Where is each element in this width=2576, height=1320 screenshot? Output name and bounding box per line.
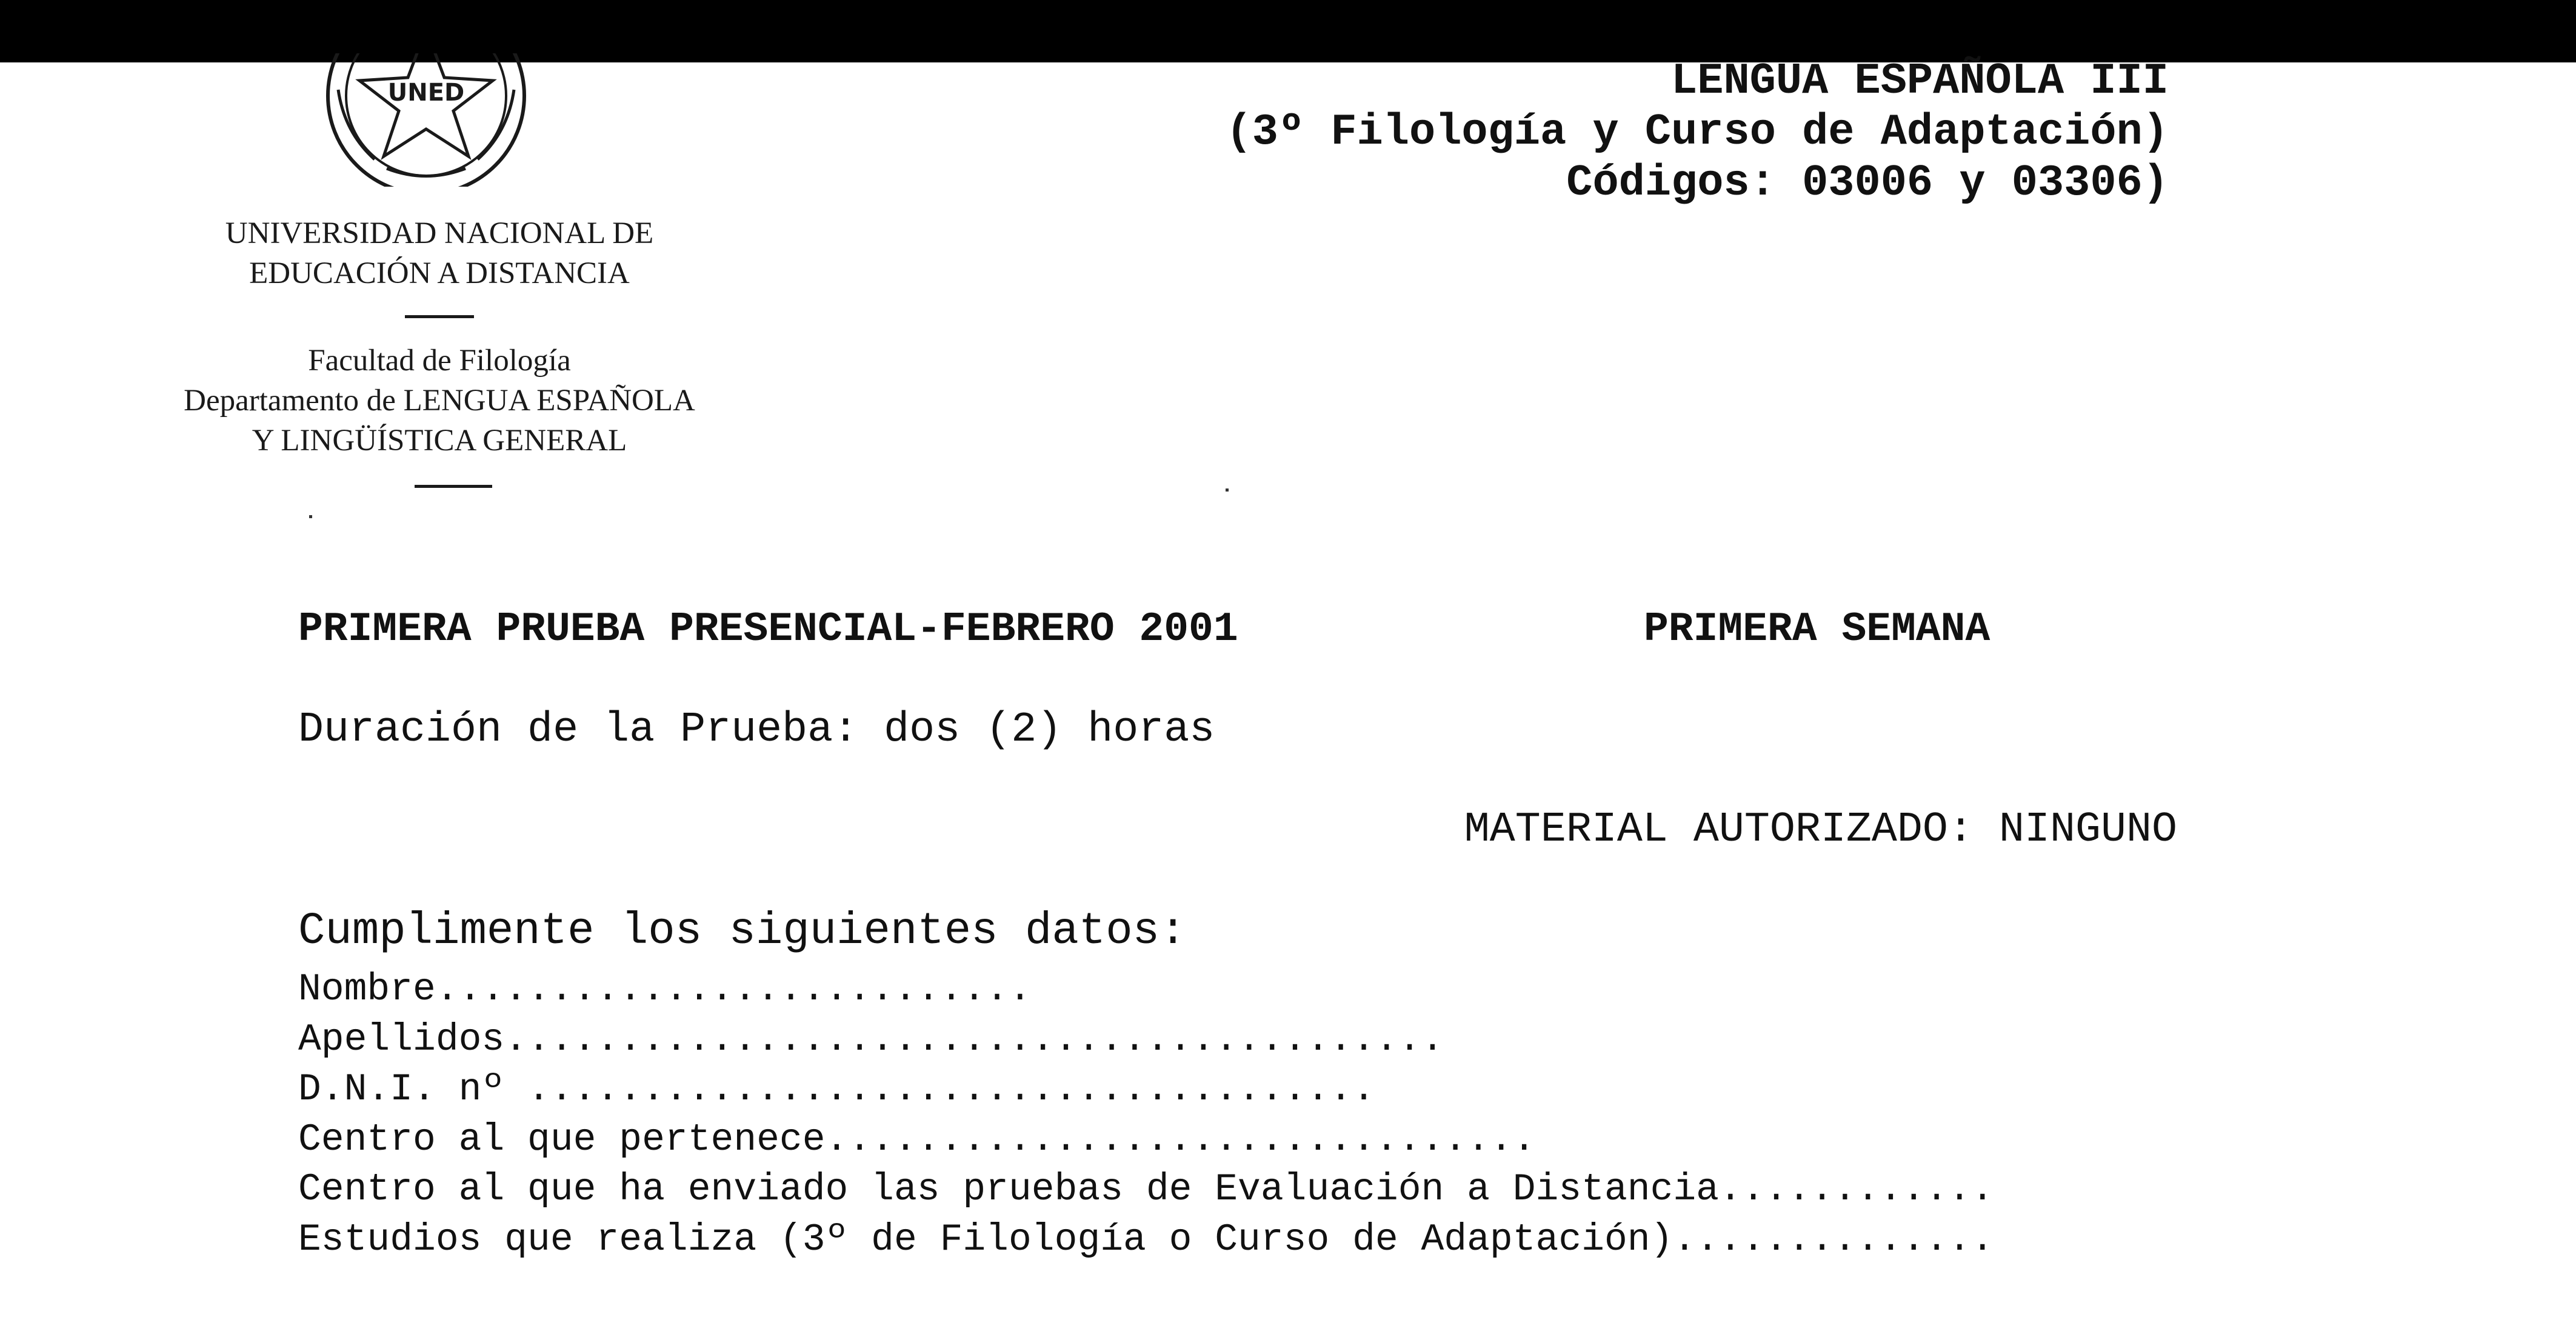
divider-1	[405, 315, 474, 318]
university-name	[152, 213, 727, 293]
university-line-1: UNIVERSIDAD NACIONAL DE	[225, 216, 654, 250]
studies-field[interactable]: Estudios que realiza (3º de Filología o Curso de Adaptación)..............	[298, 1218, 1994, 1261]
divider-2	[415, 485, 492, 488]
course-codes: Códigos: 03006 y 03306)	[1566, 158, 2169, 208]
exam-duration: Duración de la Prueba: dos (2) horas	[298, 706, 1215, 754]
form-heading: Cumplimente los siguientes datos:	[298, 906, 1187, 957]
surname-field[interactable]: Apellidos.........................................	[298, 1018, 1444, 1061]
department-block	[121, 341, 758, 461]
authorized-material: MATERIAL AUTORIZADO: NINGUNO	[1464, 806, 2177, 854]
university-line-2: EDUCACIÓN A DISTANCIA	[249, 256, 630, 290]
exam-week: PRIMERA SEMANA	[1644, 606, 1990, 653]
course-header	[835, 56, 2169, 208]
speck-dot	[1226, 488, 1229, 492]
student-data-form	[298, 965, 1994, 1265]
course-programs: (3º Filología y Curso de Adaptación)	[1226, 107, 2169, 157]
seal-text: UNED	[387, 79, 465, 107]
department-name-cont: Y LINGÜÍSTICA GENERAL	[252, 424, 627, 458]
dni-field[interactable]: D.N.I. nº .....................................	[298, 1068, 1375, 1111]
name-field[interactable]: Nombre..........................	[298, 968, 1032, 1011]
department-name: Departamento de LENGUA ESPAÑOLA	[184, 384, 695, 418]
evaluation-center-field[interactable]: Centro al que ha enviado las pruebas de Evaluación a Distancia............	[298, 1168, 1994, 1211]
university-seal-logo	[320, 53, 532, 187]
faculty-name: Facultad de Filología	[308, 344, 571, 378]
center-field[interactable]: Centro al que pertenece...............................	[298, 1118, 1536, 1161]
exam-title: PRIMERA PRUEBA PRESENCIAL-FEBRERO 2001	[298, 606, 1238, 653]
speck-dot	[309, 515, 312, 518]
course-title: LENGUA ESPAÑOLA III	[1671, 56, 2169, 106]
